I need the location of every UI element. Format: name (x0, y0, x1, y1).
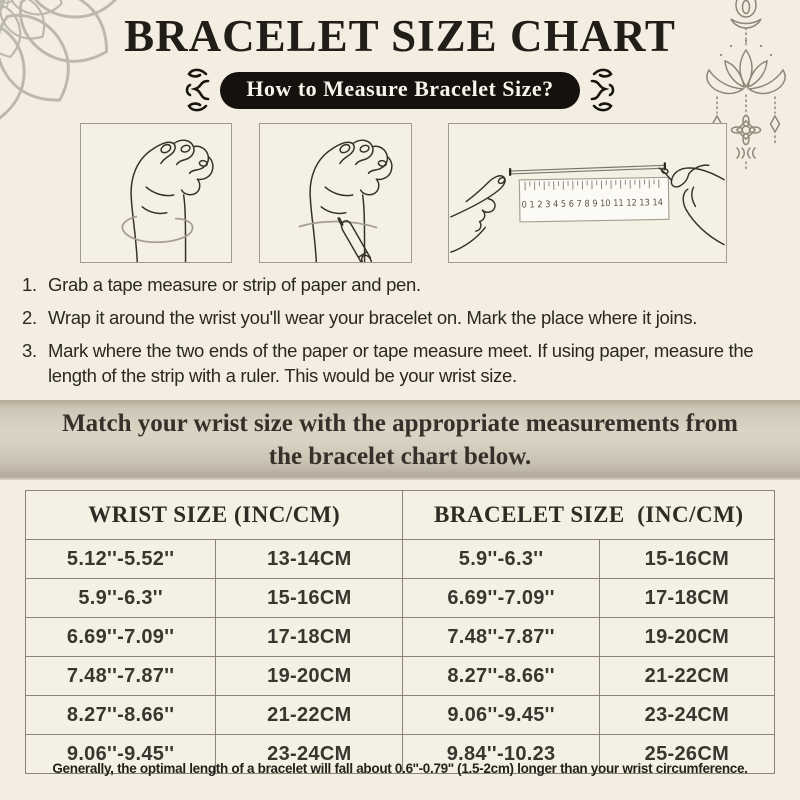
subtitle-row (0, 68, 800, 112)
bracelet-cm-cell: 21-22CM (599, 657, 774, 696)
step3-illustration-box (448, 123, 727, 263)
bracelet-cm-cell: 19-20CM (599, 618, 774, 657)
wrist-inch-cell: 5.12''-5.52'' (26, 540, 216, 579)
step-text: Mark where the two ends of the paper or tape measure meet. If using paper, measure the length of the strip with a ruler. This would be your wrist size. (48, 340, 754, 386)
fist-with-tape-icon (81, 124, 231, 262)
instruction-step-2 (22, 305, 784, 330)
bracelet-inch-cell: 8.27''-8.66'' (403, 657, 599, 696)
bracelet-cm-cell: 17-18CM (599, 579, 774, 618)
how-to-measure-badge: How to Measure Bracelet Size? (220, 72, 579, 109)
table-row (26, 618, 775, 657)
bracelet-inch-cell: 9.84''-10.23 (403, 735, 599, 774)
flourish-left-icon (184, 68, 210, 112)
step-text: Grab a tape measure or strip of paper and pen. (48, 274, 421, 295)
size-chart-table (25, 490, 775, 774)
wrist-inch-cell: 8.27''-8.66'' (26, 696, 216, 735)
banner-text: Match your wrist size with the appropriate measurements from the bracelet chart below. (62, 410, 738, 470)
wrist-cm-cell: 15-16CM (216, 579, 403, 618)
step-number: 1. (22, 274, 37, 295)
step2-illustration-box (259, 123, 412, 263)
step-number: 3. (22, 340, 37, 361)
ruler-numbers: 0 1 2 3 4 5 6 7 8 9 10 11 12 13 14 (521, 197, 678, 211)
bracelet-inch-cell: 9.06''-9.45'' (403, 696, 599, 735)
bracelet-cm-cell: 23-24CM (599, 696, 774, 735)
flourish-right-icon (590, 68, 616, 112)
wrist-size-header: WRIST SIZE (INC/CM) (26, 491, 403, 540)
wrist-inch-cell: 6.69''-7.09'' (26, 618, 216, 657)
bracelet-cm-cell: 25-26CM (599, 735, 774, 774)
instruction-step-3 (22, 338, 784, 388)
bracelet-cm-cell: 15-16CM (599, 540, 774, 579)
step-number: 2. (22, 307, 37, 328)
wrist-cm-cell: 21-22CM (216, 696, 403, 735)
page-title: BRACELET SIZE CHART (124, 11, 676, 61)
wrist-cm-cell: 13-14CM (216, 540, 403, 579)
table-row (26, 540, 775, 579)
wrist-cm-cell: 17-18CM (216, 618, 403, 657)
instruction-step-1 (22, 272, 784, 297)
table-row (26, 696, 775, 735)
table-header-row (26, 491, 775, 540)
wrist-cm-cell: 23-24CM (216, 735, 403, 774)
ruler-measure-icon (449, 124, 726, 262)
match-size-banner (0, 400, 800, 480)
step1-illustration-box (80, 123, 232, 263)
table-row (26, 657, 775, 696)
wrist-inch-cell: 7.48''-7.87'' (26, 657, 216, 696)
wrist-inch-cell: 5.9''-6.3'' (26, 579, 216, 618)
bracelet-inch-cell: 7.48''-7.87'' (403, 618, 599, 657)
fist-with-pen-icon (260, 124, 411, 262)
footer-note: Generally, the optimal length of a bracelet will fall about 0.6''-0.79'' (1.5-2cm) longer than your wrist circumference. (52, 761, 748, 776)
bracelet-inch-cell: 5.9''-6.3'' (403, 540, 599, 579)
step-text: Wrap it around the wrist you'll wear your bracelet on. Mark the place where it joins. (48, 307, 698, 328)
wrist-inch-cell: 9.06''-9.45'' (26, 735, 216, 774)
table-row (26, 579, 775, 618)
bracelet-size-header: BRACELET SIZE (INC/CM) (403, 491, 775, 540)
instructions-list (22, 272, 784, 396)
wrist-cm-cell: 19-20CM (216, 657, 403, 696)
bracelet-inch-cell: 6.69''-7.09'' (403, 579, 599, 618)
